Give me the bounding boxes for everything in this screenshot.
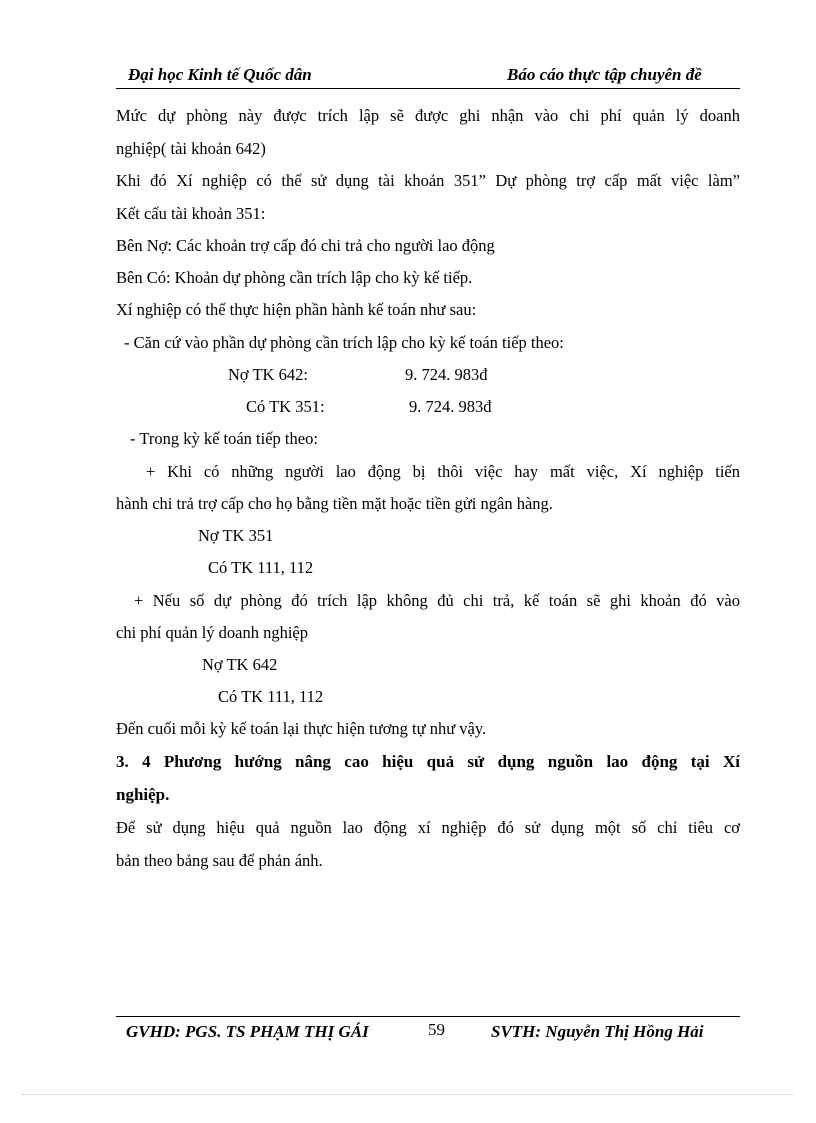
footer-rule bbox=[116, 1016, 740, 1017]
paragraph-1-line-1: Mức dự phòng này được trích lập sẽ được ghi nhận vào chi phí quản lý doanh bbox=[116, 106, 740, 125]
page-number: 59 bbox=[428, 1020, 445, 1039]
paragraph-8: - Trong kỳ kế toán tiếp theo: bbox=[130, 429, 318, 448]
paragraph-12-line-1: Để sử dụng hiệu quả nguồn lao động xí nghiệp đó sử dụng một số chỉ tiêu cơ bbox=[116, 818, 740, 837]
entry-2-debit: Nợ TK 351 bbox=[198, 526, 274, 545]
entry-1-credit-amount: 9. 724. 983đ bbox=[409, 397, 492, 416]
paragraph-9-line-2: hành chi trả trợ cấp cho họ bằng tiền mặt hoặc tiền gửi ngân hàng. bbox=[116, 494, 553, 513]
paragraph-11: Đến cuối mỗi kỳ kế toán lại thực hiện tương tự như vậy. bbox=[116, 719, 487, 738]
paragraph-5: Bên Có: Khoản dự phòng cần trích lập cho kỳ kế tiếp. bbox=[116, 268, 473, 287]
paragraph-10-line-1: + Nếu số dự phòng đó trích lập không đủ chi trả, kế toán sẽ ghi khoản đó vào bbox=[134, 591, 740, 610]
entry-2-credit: Có TK 111, 112 bbox=[208, 558, 314, 577]
paragraph-9-line-1: + Khi có những người lao động bị thôi việc hay mất việc, Xí nghiệp tiến bbox=[146, 462, 740, 481]
paragraph-7: - Căn cứ vào phần dự phòng cần trích lập cho kỳ kế toán tiếp theo: bbox=[124, 333, 564, 352]
paragraph-2: Khi đó Xí nghiệp có thể sử dụng tài khoản 351” Dự phòng trợ cấp mất việc làm” bbox=[116, 171, 740, 190]
section-heading-line-1: 3. 4 Phương hướng nâng cao hiệu quả sử dụng nguồn lao động tại Xí bbox=[116, 752, 740, 771]
paragraph-10-line-2: chi phí quản lý doanh nghiệp bbox=[116, 623, 309, 642]
paragraph-6: Xí nghiệp có thể thực hiện phần hành kế toán như sau: bbox=[116, 300, 477, 319]
entry-3-credit: Có TK 111, 112 bbox=[218, 687, 324, 706]
footer-student: SVTH: Nguyễn Thị Hồng Hải bbox=[491, 1022, 704, 1041]
header-right-report-title: Báo cáo thực tập chuyên đề bbox=[507, 65, 702, 84]
entry-3-debit: Nợ TK 642 bbox=[202, 655, 278, 674]
entry-1-credit-label: Có TK 351: bbox=[246, 397, 325, 416]
paragraph-4: Bên Nợ: Các khoản trợ cấp đó chi trả cho người lao động bbox=[116, 236, 495, 255]
page-bottom-divider bbox=[22, 1094, 794, 1095]
footer-supervisor: GVHD: PGS. TS PHẠM THỊ GÁI bbox=[126, 1022, 369, 1041]
header-rule bbox=[116, 88, 740, 89]
paragraph-1-line-2: nghiệp( tài khoản 642) bbox=[116, 139, 266, 158]
paragraph-3: Kết cấu tài khoản 351: bbox=[116, 204, 266, 223]
paragraph-12-line-2: bản theo bảng sau để phản ánh. bbox=[116, 851, 323, 870]
entry-1-debit-amount: 9. 724. 983đ bbox=[405, 365, 488, 384]
section-heading-line-2: nghiệp. bbox=[116, 785, 170, 804]
entry-1-debit-label: Nợ TK 642: bbox=[228, 365, 308, 384]
header-left-university: Đại học Kinh tế Quốc dân bbox=[128, 65, 312, 84]
